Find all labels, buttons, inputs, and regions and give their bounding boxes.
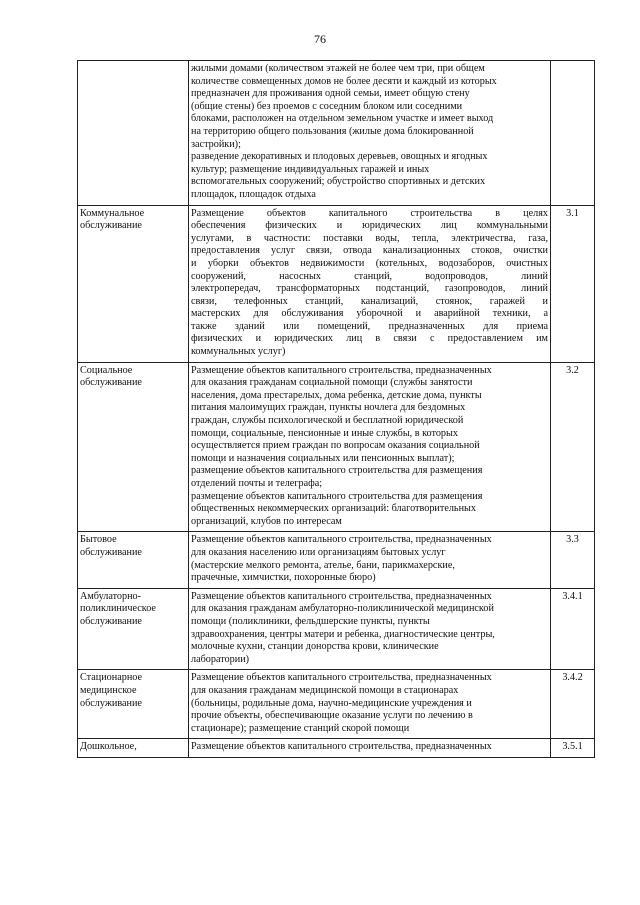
use-type-code-cell: 3.4.2	[551, 670, 595, 739]
use-type-name-cell	[78, 532, 189, 588]
description-line: Размещение объектов капитального строительства, предназначенных	[191, 590, 492, 602]
description-line: услугами, в частности: поставки воды, тепла, электричества, газа,	[191, 232, 548, 244]
description-line: отделений почты и телеграфа;	[191, 478, 323, 489]
description-line: здравоохранения, центры матери и ребенка, диагностические центры,	[191, 628, 495, 640]
description-line: помощи, социальные, пенсионные и иные службы, в которых	[191, 427, 458, 439]
use-type-name-cell	[78, 588, 189, 670]
description-line: электропередач, трансформаторных подстанций, газопроводов, линий	[191, 283, 548, 295]
description-line: населения, дома престарелых, дома ребенка, детские дома, пункты	[191, 389, 482, 401]
table-row	[78, 588, 595, 670]
use-type-code-cell	[551, 61, 595, 206]
use-type-description-cell	[189, 362, 551, 532]
use-type-name-line: обслуживание	[80, 615, 142, 627]
use-type-code-cell: 3.3	[551, 532, 595, 588]
description-line: обеспечения физических и юридических лиц коммунальными	[191, 220, 548, 232]
description-line: Размещение объектов капитального строительства, предназначенных	[191, 741, 492, 753]
description-line: помощи (поликлиники, фельдшерские пункты, пункты	[191, 615, 430, 627]
description-line: организаций, клубов по интересам	[191, 515, 342, 527]
use-type-name-line: обслуживание	[80, 377, 142, 389]
description-line: для оказания населению или организациям бытовых услуг	[191, 546, 446, 558]
description-line: стационаре); размещение станций скорой помощи	[191, 722, 410, 734]
use-type-name-line: Социальное	[80, 364, 133, 376]
description-line: помощи и назначения социальных или пенсионных выплат);	[191, 452, 455, 464]
use-type-code-cell: 3.2	[551, 362, 595, 532]
description-line: (общие стены) без проемов с соседним блоком или соседними	[191, 100, 463, 112]
description-line: количестве совмещенных домов не более десяти и каждый из которых	[191, 75, 497, 87]
description-line: и уборки объектов недвижимости (котельных, водозаборов, очистных	[191, 257, 548, 269]
description-line: размещение объектов капитального строительства для размещения	[191, 465, 483, 477]
use-type-name-line: обслуживание	[80, 220, 142, 232]
table-row	[78, 205, 595, 362]
description-line: площадок, площадок отдыха	[191, 188, 316, 200]
use-type-name-cell	[78, 362, 189, 532]
table-row	[78, 670, 595, 739]
description-line: прачечные, химчистки, похоронные бюро)	[191, 572, 376, 584]
description-line: размещение объектов капитального строительства для размещения	[191, 490, 483, 502]
description-line: прочие объекты, обеспечивающие оказание услуги по лечению в	[191, 710, 473, 722]
table-row	[78, 61, 595, 206]
use-type-name-line: поликлиническое	[80, 603, 156, 615]
description-line: (мастерские мелкого ремонта, ателье, бани, парикмахерские,	[191, 559, 455, 571]
description-line: блоками, расположен на отдельном земельном участке и имеет выход	[191, 113, 494, 125]
use-type-description-cell	[189, 670, 551, 739]
description-line: для оказания гражданам социальной помощи (службы занятости	[191, 377, 473, 389]
description-line: общественных некоммерческих организаций: благотворительных	[191, 503, 476, 515]
use-type-description-cell	[189, 61, 551, 206]
use-type-code-cell: 3.1	[551, 205, 595, 362]
description-line: предоставления услуг связи, отвода канализационных стоков, очистки	[191, 245, 548, 257]
description-line: мастерских для обслуживания уборочной и аварийной техники, а	[191, 308, 548, 320]
page-number: 76	[314, 32, 326, 46]
table-row	[78, 739, 595, 758]
description-line: осуществляется прием граждан по вопросам оказания социальной	[191, 440, 480, 452]
description-line: граждан, службы психологической и бесплатной юридической	[191, 415, 464, 427]
use-type-name-cell	[78, 670, 189, 739]
use-type-name-line: Бытовое	[80, 534, 117, 546]
use-type-description-cell	[189, 588, 551, 670]
use-type-name-cell	[78, 739, 189, 758]
description-line: разведение декоративных и плодовых деревьев, овощных и ягодных	[191, 151, 488, 163]
use-type-name-line: обслуживание	[80, 546, 142, 558]
use-type-name-line: Дошкольное,	[80, 741, 137, 753]
table-row	[78, 362, 595, 532]
description-line: физических и юридических лиц в связи с предоставлением им	[191, 333, 548, 345]
description-line: культур; размещение индивидуальных гаражей и иных	[191, 163, 430, 175]
use-type-name-line: Амбулаторно-	[80, 590, 142, 602]
use-type-name-cell	[78, 61, 189, 206]
description-line: для оказания гражданам медицинской помощи в стационарах	[191, 684, 459, 696]
description-line: вспомогательных сооружений; обустройство спортивных и детских	[191, 176, 486, 188]
description-line: Размещение объектов капитального строительства, предназначенных	[191, 672, 492, 684]
use-type-name-line: Коммунальное	[80, 207, 145, 219]
description-line: связи, телефонных станций, канализаций, стоянок, гаражей и	[191, 295, 548, 307]
description-line: молочные кухни, станции донорства крови, клинические	[191, 641, 439, 653]
description-line: Размещение объектов капитального строительства, предназначенных	[191, 364, 492, 376]
table-body	[78, 61, 595, 758]
use-type-name-cell	[78, 205, 189, 362]
description-line: предназначен для проживания одной семьи, имеет общую стену	[191, 88, 470, 100]
use-type-name-line: медицинское	[80, 684, 137, 696]
description-line: (больницы, родильные дома, научно-медицинские учреждения и	[191, 697, 472, 709]
description-line: для оказания гражданам амбулаторно-поликлинической медицинской	[191, 603, 494, 615]
use-type-description-cell	[189, 739, 551, 758]
description-line: питания малоимущих граждан, пункты ночлега для бездомных	[191, 402, 466, 414]
use-type-code-cell: 3.4.1	[551, 588, 595, 670]
description-line: Размещение объектов капитального строительства в целях	[191, 207, 548, 219]
use-type-name-line: Стационарное	[80, 672, 143, 684]
description-line: сооружений, насосных станций, водопроводов, линий	[191, 270, 548, 282]
use-type-name-line: обслуживание	[80, 697, 142, 709]
description-line: также зданий или помещений, предназначенных для приема	[191, 320, 548, 332]
description-line: застройки);	[191, 138, 241, 150]
land-use-table	[77, 60, 595, 758]
description-line: жилыми домами (количеством этажей не более чем три, при общем	[191, 63, 485, 74]
description-line: на территорию общего пользования (жилые дома блокированной	[191, 125, 474, 137]
use-type-description-cell	[189, 532, 551, 588]
use-type-description-cell	[189, 205, 551, 362]
description-line: лаборатории)	[191, 653, 250, 665]
description-line: коммунальных услуг)	[191, 346, 286, 358]
table-row	[78, 532, 595, 588]
use-type-code-cell: 3.5.1	[551, 739, 595, 758]
description-line: Размещение объектов капитального строительства, предназначенных	[191, 534, 492, 546]
